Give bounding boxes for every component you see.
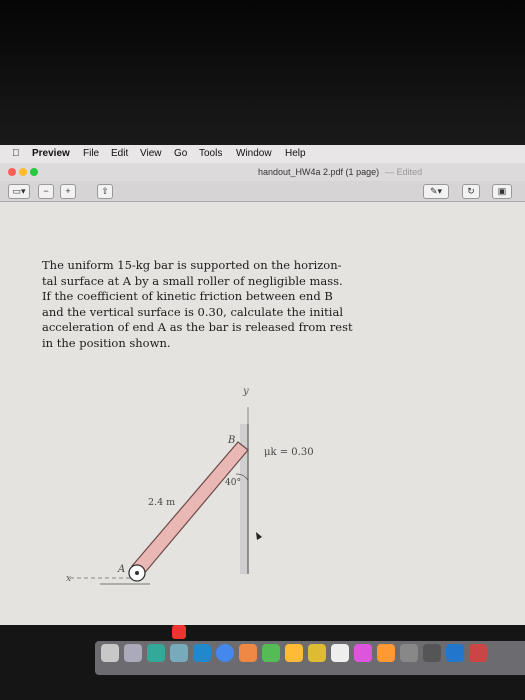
angle-label: 40° [225,478,241,488]
menu-bar [0,145,525,163]
dock-area [0,625,525,700]
length-label: 2.4 m [148,497,176,508]
y-axis-label: y [243,386,249,397]
window-titlebar [0,163,525,182]
toolbox-icon[interactable]: ▣ [492,184,512,199]
chrome-icon[interactable] [239,644,257,662]
sidebar-icon[interactable]: ▭▾ [8,184,30,199]
minimize-button[interactable] [19,168,27,176]
menu-file[interactable]: File [83,148,100,159]
zoom-out-icon[interactable]: − [38,184,54,199]
menu-help[interactable]: Help [285,148,306,159]
notes-icon[interactable] [285,644,303,662]
finder-icon[interactable] [101,644,119,662]
launchpad-icon[interactable] [124,644,142,662]
problem-line: and the vertical surface is 0.30, calculate the initial [42,304,343,319]
menu-view[interactable]: View [140,148,162,159]
trash-icon[interactable] [423,644,441,662]
powerpoint-icon[interactable] [469,644,487,662]
ibooks-icon[interactable] [377,644,395,662]
menu-preview[interactable]: Preview [32,148,70,159]
photos-icon[interactable] [170,644,188,662]
calendar-date-icon[interactable] [331,644,349,662]
menu-edit[interactable]: Edit [111,148,129,159]
traffic-lights [8,168,41,178]
problem-line: The uniform 15-kg bar is supported on the horizon- [42,258,342,272]
problem-line: in the position shown. [42,335,171,350]
label-b: B [228,435,236,446]
menu-window[interactable]: Window [236,148,272,159]
edited-status[interactable]: — Edited [385,167,423,177]
close-button[interactable] [8,168,16,176]
menu-go[interactable]: Go [174,148,188,159]
uniform-bar [132,442,248,576]
problem-line: tal surface at A by a small roller of negligible mass. [42,273,343,288]
calendar-icon[interactable] [147,644,165,662]
apple-menu-icon[interactable] [12,148,20,159]
music-icon[interactable] [354,644,372,662]
zoom-in-icon[interactable]: + [60,184,76,199]
pen-icon[interactable]: ✎▾ [423,184,449,199]
friction-coefficient: μk = 0.30 [264,447,314,458]
rotate-icon[interactable]: ↻ [462,184,480,199]
record-icon[interactable] [172,625,186,639]
app-store-icon[interactable] [193,644,211,662]
pdf-page [0,202,525,625]
roller-pin [135,571,139,575]
screen-bezel [0,0,525,145]
safari-icon[interactable] [216,644,234,662]
document-title [258,167,422,177]
messages-icon[interactable] [262,644,280,662]
share-icon[interactable]: ⇧ [97,184,113,199]
preferences-icon[interactable] [400,644,418,662]
reminders-icon[interactable] [308,644,326,662]
x-axis-label: x [66,574,72,584]
toolbar [0,181,525,202]
mouse-cursor-icon [256,532,262,540]
dock [95,641,525,675]
document-name: handout_HW4a 2.pdf (1 page) [258,167,380,177]
problem-line: If the coefficient of kinetic friction between end B [42,289,333,303]
bar-figure [0,202,525,625]
word-icon[interactable] [446,644,464,662]
label-a: A [118,564,126,575]
problem-line: acceleration of end A as the bar is released from rest [42,320,353,334]
zoom-button[interactable] [30,168,38,176]
menu-tools[interactable]: Tools [199,148,223,159]
